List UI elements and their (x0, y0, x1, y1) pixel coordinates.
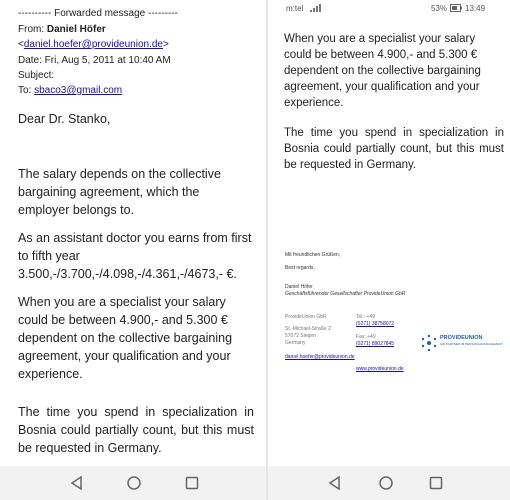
paragraph-specialist: When you are a specialist your salary could be between 4.900,- and 5.300 € dependent on the collective bargaining agreement, your qualification and your experience. (18, 295, 233, 381)
signature-tel[interactable]: (0271) 38758072 (356, 321, 395, 327)
clock: 13:49 (465, 4, 486, 13)
from-email-line: <daniel.hoefer@provideunion.de> (18, 39, 169, 50)
right-screenshot (268, 0, 510, 500)
to-line (18, 83, 122, 98)
battery-icon (450, 4, 462, 12)
nav-bar (268, 466, 510, 500)
signature-email-link[interactable]: daniel.hoefer@provideunion.de (285, 354, 355, 360)
from-label: From: (18, 24, 45, 35)
status-bar (268, 0, 510, 16)
recents-icon[interactable] (427, 474, 445, 492)
paragraph-assistant: As an assistant doctor you earns from first to fifth year 3.500,-/3.700,-/4.098,-/4.361,-/4673,- €. (18, 231, 252, 281)
signature-country: Germany (285, 340, 306, 346)
signature-fax[interactable]: (0271) 89027845 (356, 341, 395, 347)
paragraph-bosnia: The time you spend in specialization in Bosnia could partially count, but this must be requested in Germany. (18, 405, 254, 455)
provideunion-logo-text: PROVIDEUNION (440, 335, 483, 341)
subject-line: Subject: (18, 70, 55, 81)
signature-title: Geschäftsführender Gesellschafter ProvideUnion GbR (285, 291, 406, 297)
signature-greeting-en: Best regards, (285, 265, 315, 271)
battery-percent: 53% (431, 4, 448, 13)
paragraph-salary: The salary depends on the collective bargaining agreement, which the employer belongs to. (18, 167, 221, 217)
signature-street: St.-Michael-Straße 2 (285, 326, 331, 332)
nav-bar (0, 466, 266, 500)
recents-icon[interactable] (183, 474, 201, 492)
signature-greeting-de: Mit freundlichen Grüßen, (285, 252, 341, 258)
signature-tel-label: Tel.: +49 (356, 314, 376, 320)
to-email-link[interactable]: sbaco3@gmail.com (34, 85, 123, 96)
provideunion-logo-sub: IHR PARTNER IM PERSONALMANAGEMENT (440, 342, 503, 346)
carrier-label: m:tel (286, 4, 304, 13)
paragraph-bosnia: The time you spend in specialization in Bosnia could partially count, but this must be requested in Germany. (284, 127, 504, 171)
date-line: Date: Fri, Aug 5, 2011 at 10:40 AM (18, 55, 171, 66)
signature-fax-label: Fax: +49 (356, 334, 376, 340)
greeting: Dear Dr. Stanko, (18, 112, 111, 126)
back-icon[interactable] (326, 474, 344, 492)
signal-icon (310, 4, 324, 12)
to-label: To: (18, 85, 32, 96)
from-name: Daniel Höfer (46, 24, 106, 35)
signature-web-link[interactable]: www.provideunion.de (356, 366, 404, 372)
provideunion-logo-icon (420, 334, 438, 352)
from-line (18, 22, 106, 37)
signature-company: ProvideUnion GbR (285, 314, 327, 320)
signature-city: 57072 Siegen (285, 333, 316, 339)
home-icon[interactable] (125, 474, 143, 492)
back-icon[interactable] (68, 474, 86, 492)
from-email-link[interactable]: daniel.hoefer@provideunion.de (23, 39, 163, 50)
forwarded-line: ---------- Forwarded message --------- (18, 8, 178, 19)
paragraph-specialist: When you are a specialist your salary could be between 4.900,- and 5.300 € dependent on the collective bargaining agreement, your qualification and your experience. (284, 33, 481, 109)
signature-name: Daniel Höfer (285, 284, 313, 290)
home-icon[interactable] (377, 474, 395, 492)
